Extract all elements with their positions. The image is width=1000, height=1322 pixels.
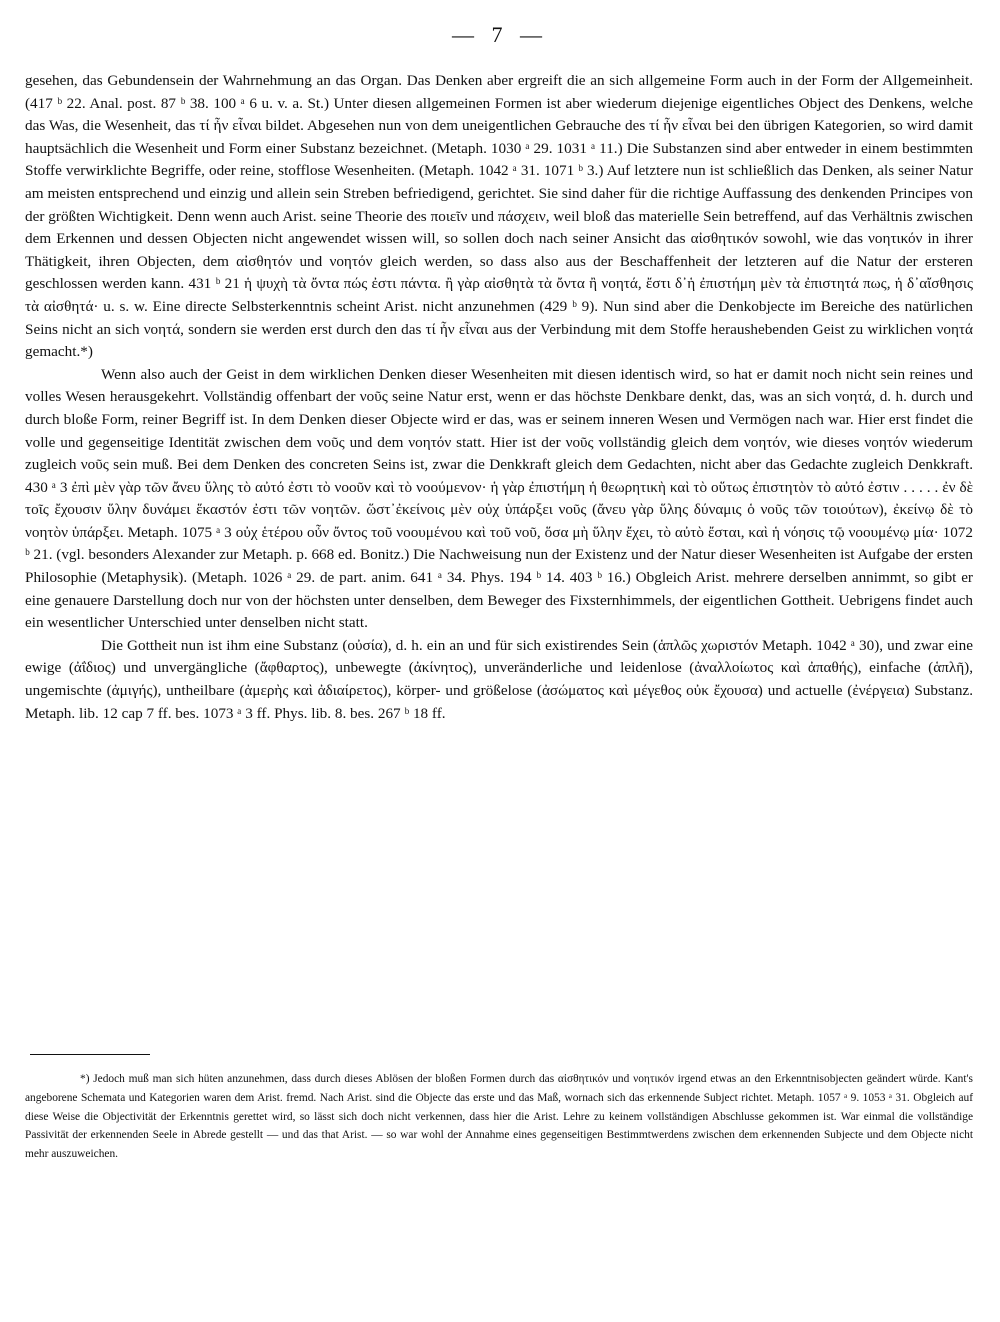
paragraph-2: Wenn also auch der Geist in dem wirklichen Denken dieser Wesenheiten mit diesen identisch wird, so hat er damit noch nicht sein reines und volles Wesen herausgekehrt. Vollständig offenbart der νοῦς seine Natur erst, wenn er das höchste Denkbare denkt, das, was an sich νοητά, d. h. durch und durch bloße Form, reiner Begriff ist. In dem Denken dieser Objecte wird er das, was er seinem inneren Wesen und Vermögen nach war. Hier erst findet die volle und gegenseitige Identität zwischen dem νοῦς und dem νοητόν statt. Hier ist der νοῦς vollständig gleich dem νοητόν, wie dieses νοητόν wiederum zugleich νοῦς sein muß. Bei dem Denken des concreten Seins ist, zwar die Denkkraft gleich dem Gedachten, nicht aber das Gedachte zugleich Denkkraft. 430 ᵃ 3 ἐπὶ μὲν γὰρ τῶν ἄνευ ὕλης τὸ αὐτό ἐστι τὸ νοοῦν καὶ τὸ νοούμενον· ἡ γὰρ ἐπιστήμη ἡ θεωρητικὴ καὶ τὸ οὕτως ἐπιστητὸν τὸ αὐτό ἐστιν . . . . . ἐν δὲ τοῖς ἔχουσιν ὕλην δυνάμει ἕκαστόν ἐστι τῶν νοητῶν. ὥστ᾽ἐκείνοις μὲν οὐχ ὑπάρξει νοῦς (ἄνευ γὰρ ὕλης δύναμις ὁ νοῦς τῶν τοιούτων), ἐκείνῳ δὲ τὸ νοητὸν ὑπάρξει. Metaph. 1075 ᵃ 3 οὐχ ἑτέρου οὖν ὄντος τοῦ νοουμένου καὶ τοῦ νοῦ, ὅσα μὴ ὕλην ἔχει, τὸ αὐτὸ ἔσται, καὶ ἡ νόησις τῷ νοουμένῳ μία· 1072 ᵇ 21. (vgl. besonders Alexander zur Metaph. p. 668 ed. Bonitz.) Die Nachweisung nun der Existenz und der Natur dieser Wesenheiten ist Aufgabe der ersten Philosophie (Metaphysik). (Metaph. 1026 ᵃ 29. de part. anim. 641 ᵃ 34. Phys. 194 ᵇ 14. 403 ᵇ 16.) Obgleich Arist. mehrere derselben annimmt, so gibt er eine genauere Darstellung doch nur von der höchsten unter denselben, dem Beweger des Fixsternhimmels, der eigentlichen Gottheit. Uebrigens findet auch ein wesentlicher Unterschied unter denselben nicht statt. bbox=[25, 365, 973, 632]
footnote bbox=[25, 1070, 973, 1164]
paragraph-3: Die Gottheit nun ist ihm eine Substanz (οὐσία), d. h. ein an und für sich existirendes Sein (ἁπλῶς χωριστόν Metaph. 1042 ᵃ 30), und zwar eine ewige (ἀΐδιος) und unvergängliche (ἄφθαρτος), unbewegte (ἀκίνητος), unveränderliche und leidenlose (ἀναλλοίωτος καὶ ἀπαθής), einfache (ἁπλῆ), ungemischte (ἀμιγής), untheilbare (ἀμερὴς καὶ ἀδιαίρετος), körper- und größelose (ἀσώματος καὶ μέγεθος οὐκ ἔχουσα) und actuelle (ἐνέργεια) Substanz. Metaph. lib. 12 cap 7 ff. bes. 1073 ᵃ 3 ff. Phys. lib. 8. bes. 267 ᵇ 18 ff. bbox=[25, 636, 973, 722]
footnote-text: *) Jedoch muß man sich hüten anzunehmen, dass durch dieses Ablösen der bloßen Formen durch das αἰσθητικόν und νοητικόν irgend etwas an den Erkenntnisobjecten geändert würde. Kant's angeborene Schemata und Kategorien waren dem Arist. fremd. Nach Arist. sind die Objecte das erste und das Maß, wornach sich das erkennende Subject richtet. Metaph. 1057 ᵃ 9. 1053 ᵃ 31. Obgleich auf diese Weise die Objectivität der Erkenntnis gerettet wird, so lässt sich doch nicht verkennen, dass hier die Arist. Lehre zu keinem vollständigen Abschlusse gekommen ist. War einmal die vollständige Passivität der erkennenden Seele in Abrede gestellt — und das that Arist. — so war wohl der Annahme eines gegenseitigen Bestimmtwerdens zwischen dem erkennenden Subjecte und dem Objecte nicht mehr auszuweichen. bbox=[25, 1073, 973, 1161]
footnote-divider bbox=[30, 1054, 150, 1055]
paragraph-1: gesehen, das Gebundensein der Wahrnehmung an das Organ. Das Denken aber ergreift die an sich allgemeine Form auch in der Form der Allgemeinheit. (417 ᵇ 22. Anal. post. 87 ᵇ 38. 100 ᵃ 6 u. v. a. St.) Unter diesen allgemeinen Formen ist aber wiederum diejenige eigentliches Object des Denkens, welche das Was, die Wesenheit, das τί ἦν εἶναι bildet. Abgesehen nun von dem uneigentlichen Gebrauche des τί ἦν εἶναι bei den übrigen Kategorien, so wird damit hauptsächlich die Wesenheit und Form einer Substanz bezeichnet. (Metaph. 1030 ᵃ 29. 1031 ᵃ 11.) Die Substanzen sind aber entweder in einem bestimmten Stoffe verwirklichte Begriffe, oder reine, stofflose Wesenheiten. (Metaph. 1042 ᵃ 31. 1071 ᵇ 3.) Auf letztere nun ist schließlich das Denken, als seiner Natur am meisten entsprechend und einzig und allein sein Streben befriedigend, gerichtet. Sie sind daher für die richtige Auffassung des denkenden Principes von der größten Wichtigkeit. Denn wenn auch Arist. seine Theorie des ποιεῖν und πάσχειν, weil bloß das materielle Sein betreffend, auf das Verhältnis zwischen dem Erkennen und dessen Objecten nicht angewendet wissen will, so sollen doch nach seiner Ansicht das αἰσθητικόν sowohl, wie das νοητικόν in ihrer Thätigkeit, ihren Objecten, dem αἰσθητόν und νοητόν gleich werden, so dass also aus der Beschaffenheit der letzteren auf die Natur der ersteren geschlossen werden kann. 431 ᵇ 21 ἡ ψυχὴ τὰ ὄντα πώς ἐστι πάντα. ἢ γὰρ αἰσθητὰ τὰ ὄντα ἢ νοητά, ἔστι δ᾽ἡ ἐπιστήμη μὲν τὰ ἐπιστητά πως, ἡ δ᾽αἴσθησις τὰ αἰσθητά· u. s. w. Eine directe Selbsterkenntnis scheint Arist. nicht anzunehmen (429 ᵇ 9). Nun sind aber die Denkobjecte im Bereiche des natürlichen Seins nicht an sich νοητά, sondern sie werden erst durch den das τί ἦν εἶναι aus der Verbindung mit dem Stoffe heraushebenden Geist zu wirklichen νοητά gemacht.*) bbox=[25, 72, 973, 361]
body-text bbox=[25, 70, 973, 725]
page-number: — 7 — bbox=[452, 22, 548, 47]
